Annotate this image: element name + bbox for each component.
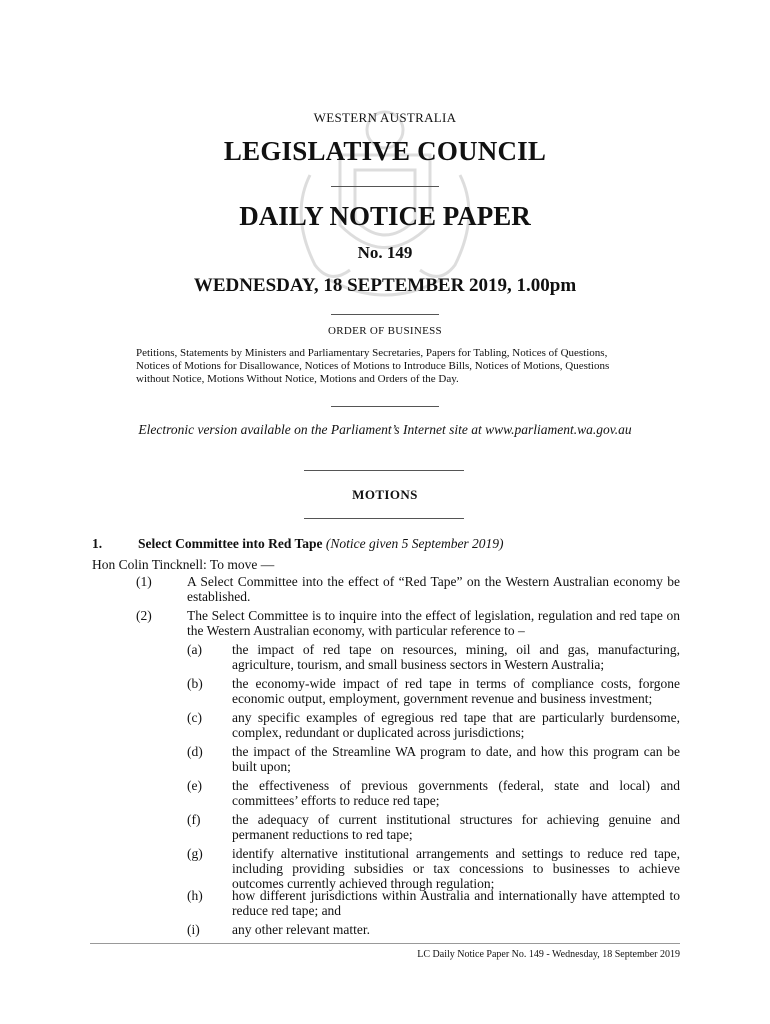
subitem-text: the effectiveness of previous governments (federal, state and local) and committees’ efforts to reduce red tape; (232, 778, 680, 808)
subitem-text: any other relevant matter. (232, 922, 370, 937)
subitem-label: (a) (187, 642, 202, 657)
clause-text: A Select Committee into the effect of “Red Tape” on the Western Australian economy be established. (187, 574, 680, 604)
page-footer: LC Daily Notice Paper No. 149 - Wednesday, 18 September 2019 (417, 949, 680, 960)
section-divider-bottom (304, 518, 464, 519)
subitem-label: (b) (187, 676, 203, 691)
subitem-text: any specific examples of egregious red tape that are particularly burdensome, complex, redundant or duplicated across jurisdictions; (232, 710, 680, 740)
title-divider (331, 186, 439, 187)
clause-label: (2) (136, 608, 152, 623)
order-of-business-text: Petitions, Statements by Ministers and Parliamentary Secretaries, Papers for Tabling, Notices of Questions, Notices of Motions for Disallowance, Notices of Motions to Introduce Bills, Notices of Motions, Questions without Notice, Motions Without Notice, Motions and Orders of the Day. (136, 347, 610, 385)
subitem-label: (g) (187, 846, 203, 861)
motion-title: Select Committee into Red Tape (138, 536, 323, 551)
subitem-label: (f) (187, 812, 201, 827)
clause-label: (1) (136, 574, 152, 589)
section-title: MOTIONS (352, 487, 418, 502)
order-of-business-heading: ORDER OF BUSINESS (328, 325, 442, 337)
subitem-label: (i) (187, 922, 200, 937)
sitting-date: WEDNESDAY, 18 SEPTEMBER 2019, 1.00pm (193, 275, 577, 296)
subitem-text: the impact of the Streamline WA program to date, and how this program can be built upon; (232, 744, 680, 774)
subitem-text: the impact of red tape on resources, mining, oil and gas, manufacturing, agriculture, tourism, and small business sectors in Western Australia; (232, 642, 680, 672)
subitem-text: the economy-wide impact of red tape in terms of compliance costs, forgone economic output, employment, government revenue and business investment; (232, 676, 680, 706)
subitem-label: (d) (187, 744, 203, 759)
subitem-label: (e) (187, 778, 202, 793)
motion-mover: Hon Colin Tincknell: To move — (92, 557, 275, 572)
subitem-text: the adequacy of current institutional structures for achieving genuine and permanent reductions to red tape; (232, 812, 680, 842)
motion-heading (138, 536, 504, 552)
paper-number: No. 149 (357, 243, 413, 262)
council-title: LEGISLATIVE COUNCIL (223, 136, 547, 166)
date-divider (331, 314, 439, 315)
footer-rule (90, 943, 680, 944)
subitem-label: (h) (187, 888, 203, 903)
subitem-label: (c) (187, 710, 202, 725)
clause-text: The Select Committee is to inquire into the effect of legislation, regulation and red tape on the Western Australian economy, with particular reference to – (187, 608, 680, 638)
motion-notice: (Notice given 5 September 2019) (325, 536, 504, 551)
electronic-version-note: Electronic version available on the Parliament’s Internet site at www.parliament.wa.gov.au (138, 422, 632, 437)
order-divider (331, 406, 439, 407)
state-label: WESTERN AUSTRALIA (313, 110, 457, 125)
subitem-text: how different jurisdictions within Australia and internationally have attempted to reduce red tape; and (232, 888, 680, 918)
paper-title: DAILY NOTICE PAPER (239, 201, 531, 231)
subitem-text: identify alternative institutional arrangements and settings to reduce red tape, including providing subsidies or tax concessions to businesses to achieve outcomes currently achieved through regulation; (232, 846, 680, 891)
section-divider-top (304, 470, 464, 471)
motion-number: 1. (92, 536, 103, 551)
